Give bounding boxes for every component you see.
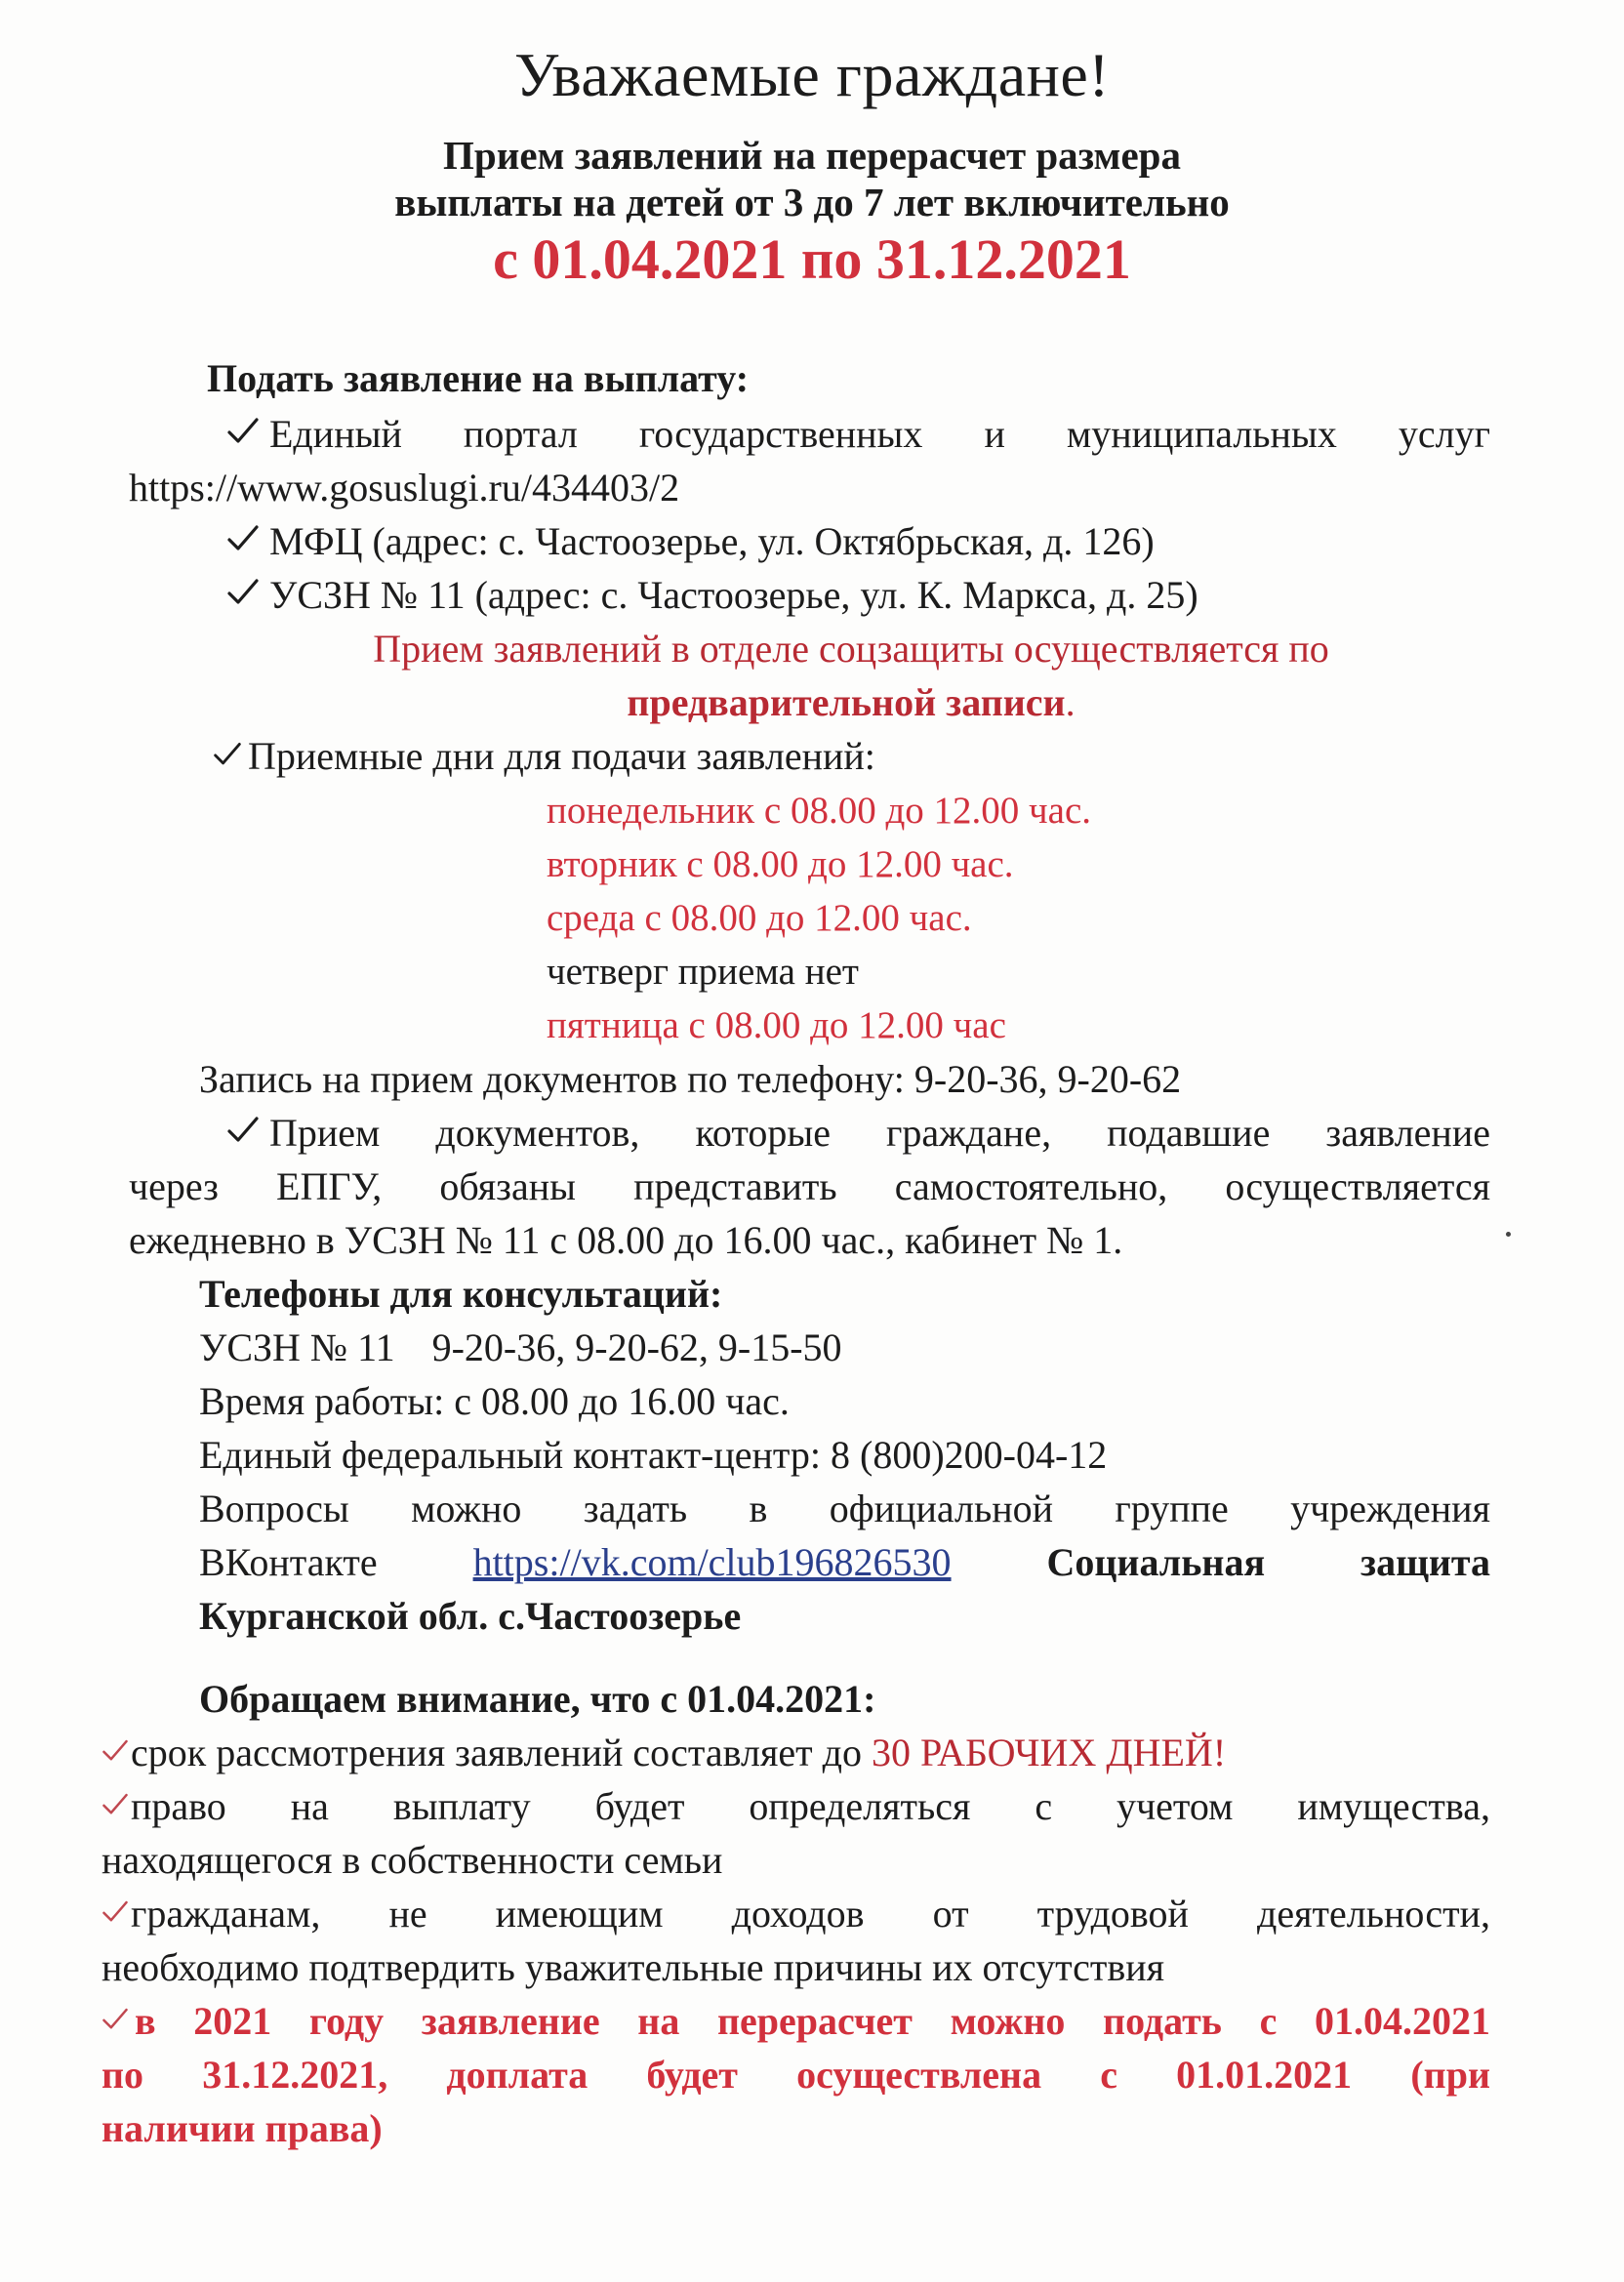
attention-item-2-line-2: находящегося в собственности семьи [102,1838,723,1882]
notice-line-1: Прием заявлений в отделе соцзащиты осуществляется по [373,627,1329,671]
check-icon [226,523,264,554]
uszn-line [226,568,1198,622]
consult-heading: Телефоны для консультаций: [199,1272,723,1316]
subtitle-line-1: Прием заявлений на перерасчет размера [443,133,1181,178]
check-icon [213,740,244,769]
documents-text-1: Прием документов, которые граждане, подавшие заявление [269,1111,1490,1155]
attention-item-2-line-1 [102,1779,1490,1833]
uszn-address: УСЗН № 11 (адрес: с. Частоозерье, ул. К. Маркса, д. 25) [269,573,1198,617]
scan-speck [1506,1232,1511,1237]
vk-group-part-1: Социальная защита [1046,1540,1491,1584]
consult-uszn-phones: 9-20-36, 9-20-62, 9-15-50 [431,1325,842,1369]
consult-hours: Время работы: с 08.00 до 16.00 час. [199,1379,790,1423]
attention-item-1-highlight: 30 РАБОЧИХ ДНЕЙ! [871,1731,1227,1774]
days-line [213,729,875,783]
portal-text: Единый портал государственных и муниципальных услуг [269,412,1490,456]
check-icon [226,1115,264,1146]
schedule-monday: понедельник с 08.00 до 12.00 час. [547,790,1092,832]
notice-line-2 [39,675,1624,729]
check-icon [102,1897,129,1927]
documents-line-3: ежедневно в УСЗН № 11 с 08.00 до 16.00 час., кабинет № 1. [129,1218,1123,1262]
schedule-friday: пятница с 08.00 до 12.00 час [547,1004,1006,1046]
attention-item-4-text: в 2021 году заявление на перерасчет можно подать с 01.04.2021 [135,1999,1490,2043]
documents-line-2: через ЕПГУ, обязаны представить самостоятельно, осуществляется [129,1164,1490,1208]
consult-vk-line-2 [199,1535,1490,1589]
attention-item-2-text: право на выплату будет определяться с учетом имущества, [131,1784,1490,1828]
vk-group-part-2: Курганской обл. с.Частоозерье [199,1594,742,1638]
page-title: Уважаемые граждане! [513,40,1111,109]
subtitle-line-2: выплаты на детей от 3 до 7 лет включительно [394,180,1230,224]
appointment-phones: Запись на прием документов по телефону: 9-20-36, 9-20-62 [199,1057,1182,1101]
consult-uszn-label: УСЗН № 11 [199,1325,395,1369]
attention-item-3-line-1 [102,1887,1490,1940]
check-icon [102,1736,129,1766]
consult-uszn [199,1321,842,1374]
schedule-tuesday: вторник с 08.00 до 12.00 час. [547,843,1014,885]
check-icon [102,1790,129,1819]
days-heading: Приемные дни для подачи заявлений: [248,734,875,778]
check-icon [226,416,264,447]
documents-line-1 [226,1106,1490,1160]
notice-end: . [1065,680,1076,724]
attention-item-1 [102,1726,1226,1779]
attention-item-4-line-2: по 31.12.2021, доплата будет осуществлена с 01.01.2021 (при [102,2053,1490,2097]
schedule-wednesday: среда с 08.00 до 12.00 час. [547,897,972,939]
vk-link[interactable]: https://vk.com/club196826530 [472,1540,952,1584]
period-dates: с 01.04.2021 по 31.12.2021 [493,227,1131,291]
attention-heading: Обращаем внимание, что с 01.04.2021: [199,1677,876,1721]
submit-heading: Подать заявление на выплату: [207,356,750,400]
portal-url[interactable]: https://www.gosuslugi.ru/434403/2 [129,466,680,509]
consult-vk-line-1: Вопросы можно задать в официальной группе учреждения [199,1487,1490,1530]
check-icon [226,577,264,608]
mfc-line [226,514,1155,568]
mfc-address: МФЦ (адрес: с. Частоозерье, ул. Октябрьская, д. 126) [269,519,1155,563]
attention-item-3-line-2: необходимо подтвердить уважительные причины их отсутствия [102,1945,1165,1989]
notice-bold: предварительной записи [627,680,1066,724]
attention-item-3-text: гражданам, не имеющим доходов от трудовой деятельности, [131,1892,1490,1936]
schedule-thursday: четверг приема нет [547,951,859,993]
attention-item-1-text: срок рассмотрения заявлений составляет до [131,1731,872,1774]
attention-item-4-line-1 [102,1994,1490,2048]
attention-item-4-line-3: наличии права) [102,2106,383,2150]
consult-federal: Единый федеральный контакт-центр: 8 (800)200-04-12 [199,1433,1108,1477]
vk-prefix: ВКонтакте [199,1540,378,1584]
check-icon [102,2005,129,2034]
portal-line [226,407,1490,461]
